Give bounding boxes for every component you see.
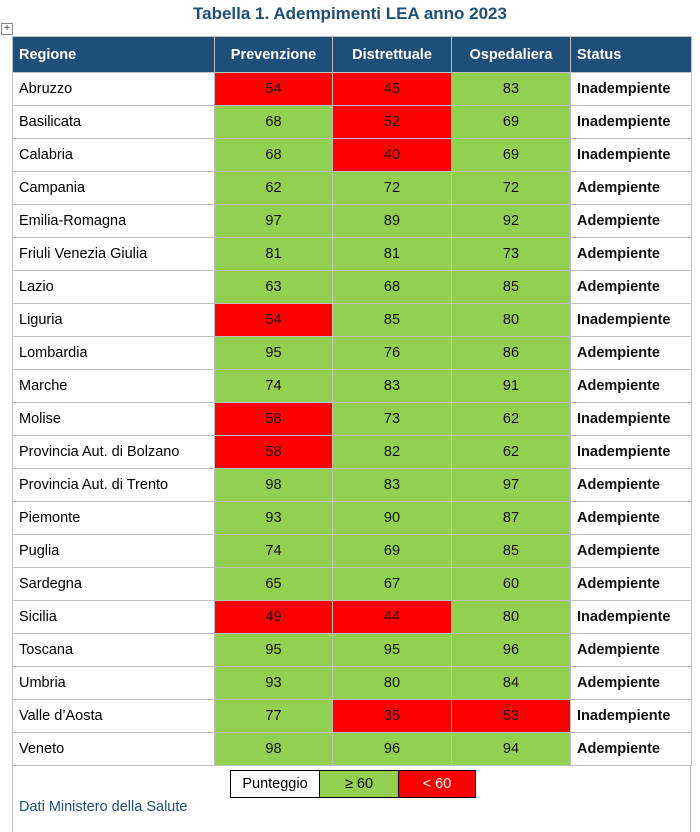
cell-regione: Lazio: [13, 271, 215, 304]
cell-dist: 44: [333, 601, 452, 634]
table-row: [13, 436, 692, 469]
cell-dist: 67: [333, 568, 452, 601]
legend-red: < 60: [399, 771, 475, 797]
cell-prev: 49: [215, 601, 333, 634]
cell-osp: 60: [452, 568, 571, 601]
cell-osp: 73: [452, 238, 571, 271]
cell-dist: 82: [333, 436, 452, 469]
header-ospedaliera: Ospedaliera: [452, 37, 571, 73]
cell-dist: 85: [333, 304, 452, 337]
cell-prev: 77: [215, 700, 333, 733]
cell-prev: 97: [215, 205, 333, 238]
cell-regione: Basilicata: [13, 106, 215, 139]
cell-osp: 69: [452, 139, 571, 172]
table-row: [13, 700, 692, 733]
table-move-handle-icon[interactable]: +: [1, 23, 13, 35]
cell-dist: 72: [333, 172, 452, 205]
table-title: Tabella 1. Adempimenti LEA anno 2023: [193, 4, 507, 23]
cell-regione: Lombardia: [13, 337, 215, 370]
cell-osp: 96: [452, 634, 571, 667]
cell-regione: Liguria: [13, 304, 215, 337]
cell-status: Inadempiente: [571, 700, 692, 733]
cell-dist: 81: [333, 238, 452, 271]
table-row: [13, 568, 692, 601]
cell-osp: 87: [452, 502, 571, 535]
cell-regione: Emilia-Romagna: [13, 205, 215, 238]
cell-osp: 62: [452, 436, 571, 469]
cell-regione: Veneto: [13, 733, 215, 766]
cell-prev: 74: [215, 370, 333, 403]
cell-regione: Molise: [13, 403, 215, 436]
cell-prev: 68: [215, 139, 333, 172]
cell-regione: Sicilia: [13, 601, 215, 634]
cell-prev: 95: [215, 337, 333, 370]
cell-status: Adempiente: [571, 370, 692, 403]
table-row: [13, 370, 692, 403]
header-regione: Regione: [13, 37, 215, 73]
cell-regione: Abruzzo: [13, 73, 215, 106]
cell-status: Inadempiente: [571, 304, 692, 337]
cell-regione: Provincia Aut. di Trento: [13, 469, 215, 502]
cell-prev: 93: [215, 667, 333, 700]
cell-status: Adempiente: [571, 502, 692, 535]
cell-status: Inadempiente: [571, 403, 692, 436]
cell-status: Inadempiente: [571, 106, 692, 139]
cell-prev: 81: [215, 238, 333, 271]
cell-regione: Friuli Venezia Giulia: [13, 238, 215, 271]
cell-osp: 83: [452, 73, 571, 106]
cell-status: Adempiente: [571, 238, 692, 271]
table-row: [13, 667, 692, 700]
table-row: [13, 502, 692, 535]
cell-osp: 80: [452, 601, 571, 634]
cell-status: Inadempiente: [571, 139, 692, 172]
cell-status: Inadempiente: [571, 601, 692, 634]
cell-status: Adempiente: [571, 667, 692, 700]
table-row: [13, 469, 692, 502]
cell-osp: 91: [452, 370, 571, 403]
cell-dist: 90: [333, 502, 452, 535]
cell-prev: 58: [215, 403, 333, 436]
table-row: [13, 139, 692, 172]
cell-prev: 95: [215, 634, 333, 667]
cell-prev: 63: [215, 271, 333, 304]
cell-osp: 92: [452, 205, 571, 238]
cell-prev: 74: [215, 535, 333, 568]
cell-dist: 96: [333, 733, 452, 766]
cell-dist: 52: [333, 106, 452, 139]
table-header-row: [13, 37, 692, 73]
cell-dist: 40: [333, 139, 452, 172]
cell-status: Adempiente: [571, 337, 692, 370]
cell-status: Adempiente: [571, 469, 692, 502]
cell-regione: Campania: [13, 172, 215, 205]
cell-dist: 68: [333, 271, 452, 304]
cell-regione: Marche: [13, 370, 215, 403]
lea-table: [12, 36, 692, 766]
table-row: [13, 271, 692, 304]
cell-status: Adempiente: [571, 535, 692, 568]
cell-dist: 95: [333, 634, 452, 667]
table-row: [13, 73, 692, 106]
header-prevenzione: Prevenzione: [215, 37, 333, 73]
table-row: [13, 601, 692, 634]
table-row: [13, 238, 692, 271]
cell-osp: 80: [452, 304, 571, 337]
cell-osp: 69: [452, 106, 571, 139]
cell-dist: 76: [333, 337, 452, 370]
table-row: [13, 535, 692, 568]
cell-prev: 93: [215, 502, 333, 535]
cell-prev: 58: [215, 436, 333, 469]
cell-dist: 80: [333, 667, 452, 700]
cell-osp: 62: [452, 403, 571, 436]
cell-regione: Toscana: [13, 634, 215, 667]
cell-status: Adempiente: [571, 271, 692, 304]
cell-osp: 97: [452, 469, 571, 502]
cell-prev: 98: [215, 733, 333, 766]
cell-osp: 94: [452, 733, 571, 766]
cell-status: Inadempiente: [571, 436, 692, 469]
table-row: [13, 304, 692, 337]
cell-prev: 65: [215, 568, 333, 601]
cell-status: Inadempiente: [571, 73, 692, 106]
cell-prev: 68: [215, 106, 333, 139]
cell-status: Adempiente: [571, 733, 692, 766]
cell-regione: Piemonte: [13, 502, 215, 535]
table-row: [13, 205, 692, 238]
cell-prev: 54: [215, 73, 333, 106]
cell-status: Adempiente: [571, 568, 692, 601]
legend-green: ≥ 60: [320, 771, 399, 797]
legend-label: Punteggio: [231, 771, 320, 797]
table-row: [13, 106, 692, 139]
cell-regione: Provincia Aut. di Bolzano: [13, 436, 215, 469]
cell-osp: 86: [452, 337, 571, 370]
cell-status: Adempiente: [571, 205, 692, 238]
cell-regione: Valle d’Aosta: [13, 700, 215, 733]
legend: [230, 770, 476, 798]
header-distrettuale: Distrettuale: [333, 37, 452, 73]
cell-status: Adempiente: [571, 634, 692, 667]
cell-prev: 62: [215, 172, 333, 205]
cell-osp: 53: [452, 700, 571, 733]
cell-regione: Puglia: [13, 535, 215, 568]
cell-prev: 54: [215, 304, 333, 337]
cell-dist: 89: [333, 205, 452, 238]
table-row: [13, 172, 692, 205]
cell-osp: 84: [452, 667, 571, 700]
header-status: Status: [571, 37, 692, 73]
cell-osp: 85: [452, 271, 571, 304]
source-note: Dati Ministero della Salute: [19, 799, 188, 815]
cell-dist: 45: [333, 73, 452, 106]
cell-dist: 35: [333, 700, 452, 733]
cell-osp: 72: [452, 172, 571, 205]
cell-status: Adempiente: [571, 172, 692, 205]
table-row: [13, 337, 692, 370]
cell-dist: 73: [333, 403, 452, 436]
cell-dist: 83: [333, 370, 452, 403]
cell-regione: Calabria: [13, 139, 215, 172]
cell-dist: 83: [333, 469, 452, 502]
table-row: [13, 733, 692, 766]
cell-osp: 85: [452, 535, 571, 568]
cell-regione: Sardegna: [13, 568, 215, 601]
table-row: [13, 403, 692, 436]
cell-regione: Umbria: [13, 667, 215, 700]
table-row: [13, 634, 692, 667]
cell-prev: 98: [215, 469, 333, 502]
cell-dist: 69: [333, 535, 452, 568]
